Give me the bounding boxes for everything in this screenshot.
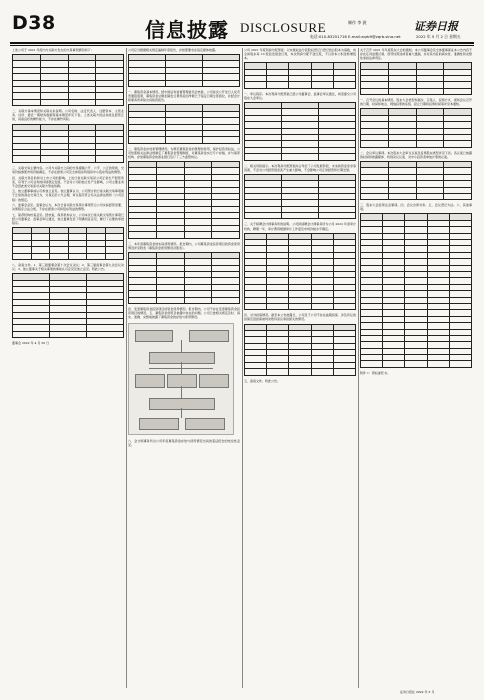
table-cell (96, 99, 124, 105)
table-cell (13, 253, 32, 259)
table-cell (405, 361, 427, 367)
article-paragraph: 一、募集资金基本情况。经中国证券监督管理委员会核准，公司首次公开发行人民币普通股股票，募集资金总额扣除发行费用后的净额已于指定日期全部到位，并经会计师事务所审验出具验资报告。 (128, 90, 240, 103)
disclosure-table (128, 161, 240, 239)
column-1 (12, 48, 124, 688)
table-cell (267, 82, 289, 88)
diagram-box (149, 352, 215, 364)
table-row (13, 99, 124, 105)
table-cell (156, 297, 184, 303)
table-cell (87, 331, 124, 337)
table-cell (361, 361, 383, 367)
table-cell (13, 331, 50, 337)
diagram-box (199, 374, 229, 388)
article-paragraph: 二、会议审议事项。本次股东大会审议议案及投票股东类型详见下表。各议案已披露的时间和披露媒体、特别决议议案、对中小投资者单独计票的议案。 (360, 150, 472, 159)
table-cell (68, 156, 96, 162)
header-rule-thin (10, 45, 474, 46)
diagram-box (167, 374, 197, 388)
table-cell (427, 361, 449, 367)
table-cell (129, 137, 166, 143)
table-cell (444, 88, 472, 94)
diagram-connector (181, 386, 182, 398)
table-cell (282, 213, 319, 219)
diagram-connector (181, 340, 182, 352)
table-cell (68, 253, 87, 259)
table-cell (289, 303, 311, 309)
table-cell (129, 80, 166, 86)
table-cell (184, 297, 212, 303)
column-3 (244, 48, 356, 688)
article-paragraph: 四、变更募集资金投资项目的资金使用情况。报告期内，公司不存在变更募集资金投资项目的情况。五、募集资金使用及披露中存在的问题。公司已按相关规定及时、真实、准确、完整地披露了募集资金的存放与使用情况。 (128, 306, 240, 320)
diagram-box (135, 374, 165, 388)
table-row (13, 331, 124, 337)
table-cell (311, 303, 333, 309)
table-cell (245, 82, 267, 88)
table-row (129, 232, 240, 238)
table-row (361, 361, 472, 367)
table-cell (212, 232, 240, 238)
article-paragraph: 二、募集资金存放和管理情况。为规范募集资金的管理和使用，保护投资者权益，公司依照相关法律法规制定了募集资金管理制度，对募集资金实行专户存储，并与保荐机构、存放募集资金的商业银行签订了三方监管协议。 (128, 146, 240, 159)
table-cell (87, 253, 106, 259)
table-row (13, 253, 124, 259)
article-paragraph: 二、相关风险提示。本次利润分配预案综合考虑了公司发展阶段、未来的资金需求等因素，不会对公司经营现金流产生重大影响，不会影响公司正常经营和长期发展。 (244, 163, 356, 172)
article-paragraph: 三、关于续聘会计师事务所的说明。公司拟续聘会计师事务所为公司 2022 年度审计机构，聘期一年，审计费用根据审计工作量及市场价格水平确定。 (244, 222, 356, 231)
article-paragraph: 六、监事会意见。监事会认为，本次日常关联交易预计事项符合公司实际经营需要，决策程序合法合规，不存在损害公司和股东利益的情形。 (12, 203, 124, 212)
table-cell (267, 303, 289, 309)
table-cell (388, 193, 416, 199)
table-cell (13, 156, 41, 162)
table-row (361, 193, 472, 199)
table-cell (96, 156, 124, 162)
disclosure-table (360, 161, 472, 200)
article-paragraph: 六、会计师事务所对公司年度募集资金存放与使用情况出具的鉴证报告的结论性意见。 (128, 439, 240, 448)
section-title: 信息披露 (145, 18, 229, 42)
header-rule (10, 42, 474, 44)
diagram-box (185, 418, 225, 430)
disclosure-table (244, 233, 356, 311)
issue-date: 2022 年 5 月 2 日 星期五 (416, 34, 461, 39)
table-cell (383, 361, 405, 367)
table-cell (40, 99, 68, 105)
section-title-en: DISCLOSURE (240, 20, 327, 35)
disclosure-table (360, 62, 472, 95)
column-divider (126, 48, 127, 688)
table-row (129, 137, 240, 143)
disclosure-table (244, 62, 356, 89)
table-row (245, 154, 356, 160)
table-cell (40, 156, 68, 162)
table-cell (129, 297, 157, 303)
article-paragraph: 四、对外担保情况。截至本公告披露日，公司及子公司不存在逾期担保、涉及诉讼的担保及因担保被判决败诉而应承担损失的情况。 (244, 313, 356, 322)
table-cell (416, 193, 444, 199)
table-cell (333, 82, 355, 88)
disclosure-table (244, 324, 356, 376)
diagram-box (149, 398, 215, 410)
article-paragraph: 一、审议程序。本次利润分配预案已经公司董事会、监事会审议通过，尚需提交公司股东大会审议。 (244, 91, 356, 100)
article-paragraph: 三、本年度募集资金的实际使用情况。报告期内，公司募集资金投资项目的资金使用情况详见附表《募集资金使用情况对照表》。 (128, 241, 240, 250)
column-divider (242, 48, 243, 688)
article-paragraph: 上述公司于 2021 年度内与关联方发生的交易事项情况如下： (12, 48, 94, 52)
article-paragraph: 关于召开 2021 年年度股东大会的通知。本公司董事会及全体董事保证本公告内容不存在任何虚假记载、误导性陈述或者重大遗漏，并对其内容的真实性、准确性和完整性承担法律责任。 (360, 48, 472, 61)
table-cell (245, 154, 282, 160)
table-cell (245, 303, 267, 309)
diagram-connector (181, 408, 182, 418)
table-cell (444, 141, 472, 147)
disclosure-table (12, 124, 124, 163)
disclosure-table (128, 252, 240, 304)
page-number: D38 (12, 12, 56, 34)
disclosure-table (128, 104, 240, 143)
page-header (0, 0, 484, 42)
table-cell (416, 141, 444, 147)
table-cell (105, 253, 124, 259)
article-paragraph: 五、备查文件。特此公告。 (244, 378, 281, 383)
disclosure-table (244, 102, 356, 161)
article-paragraph: 八、备查文件。1、第三届董事会第十次会议决议；2、第三届监事会第九次会议决议；3、独立董事关于相关事项的事前认可意见及独立意见。特此公告。 (12, 263, 124, 272)
page-footer: 证券日报社 2022 年 5 月 (400, 690, 435, 694)
table-cell (333, 369, 355, 375)
table-cell (166, 137, 203, 143)
table-cell (245, 369, 267, 375)
table-cell (13, 99, 41, 105)
article-paragraph: 一、召开会议的基本情况。股东大会类型和届次、召集人、投票方式、现场会议召开的日期、时间和地点、网络投票的系统、起止日期和投票时间等详见本通知。 (360, 98, 472, 107)
table-cell (129, 232, 157, 238)
table-cell (245, 213, 282, 219)
contact-info: 电话:010-83251716 E-mail:zqrb9@zqrb.sina.net (310, 34, 401, 39)
table-cell (68, 99, 96, 105)
disclosure-table (360, 213, 472, 367)
table-row (129, 297, 240, 303)
disclosure-table (12, 273, 124, 338)
article-paragraph: 三、关联交易主要内容。公司与关联方之间的交易遵循公开、公平、公正的原则，交易价格参照市场价格确定，不存在损害公司及全体股东特别是中小股东利益的情形。 (12, 165, 124, 174)
diagram-connector (149, 368, 213, 369)
table-cell (166, 80, 203, 86)
table-cell (282, 154, 319, 160)
article-paragraph: 附件 1：授权委托书。 (360, 370, 390, 375)
article-paragraph: 董事会 2022 年 4 月 30 日 (12, 341, 50, 346)
table-row (361, 141, 472, 147)
table-cell (267, 369, 289, 375)
table-row (361, 88, 472, 94)
article-paragraph: 七、保荐机构核查意见。经核查，保荐机构认为，公司本次日常关联交易预计事项已经公司董事会、监事会审议通过，独立董事发表了明确同意意见，履行了必要的审批程序。 (12, 212, 124, 225)
disclosure-table (128, 54, 240, 87)
diagram-box (189, 330, 229, 342)
diagram-box (135, 330, 173, 342)
table-cell (319, 213, 356, 219)
table-cell (319, 154, 356, 160)
flow-diagram (128, 323, 234, 435)
table-cell (311, 369, 333, 375)
table-cell (333, 303, 355, 309)
table-cell (289, 369, 311, 375)
table-cell (50, 331, 87, 337)
article-paragraph: 三、股东大会投票注意事项。四、会议出席对象。五、会议登记方法。六、其他事项。 (360, 203, 472, 212)
column-2 (128, 48, 240, 688)
table-cell (444, 193, 472, 199)
disclosure-table (244, 174, 356, 220)
disclosure-table (12, 227, 124, 260)
table-cell (289, 82, 311, 88)
article-paragraph: 公司应当根据相关规定编制年度报告，并按照要求在指定媒体披露。 (128, 48, 219, 52)
column-4 (360, 48, 472, 688)
table-cell (361, 193, 389, 199)
table-cell (388, 88, 416, 94)
table-cell (50, 253, 69, 259)
table-row (245, 82, 356, 88)
table-cell (311, 82, 333, 88)
table-cell (156, 232, 184, 238)
article-paragraph: 四、关联交易目的和对上市公司的影响。上述日常关联交易是公司正常生产经营所需，有利于公司业务的持续稳定发展，不会对公司的独立性产生影响，公司主要业务不会因此类交易而对关联方形成依赖。 (12, 175, 124, 188)
table-cell (361, 88, 389, 94)
table-cell (361, 141, 389, 147)
table-cell (184, 232, 212, 238)
column-divider (358, 48, 359, 688)
disclosure-table (12, 54, 124, 106)
table-cell (388, 141, 416, 147)
article-paragraph: 公司 2021 年度利润分配预案：以实施权益分派股权登记日登记的总股本为基数，向全体股东每 10 股派发现金红利，本次利润分配不送红股，不以资本公积金转增股本。 (244, 48, 356, 61)
table-cell (203, 80, 240, 86)
diagram-box (139, 418, 179, 430)
article-paragraph: 五、独立董事事前认可和独立意见。独立董事认为，公司预计的日常关联交易事项属于正常的商业交易行为，交易定价公允合理，审议程序符合有关法律法规和《公司章程》的规定。 (12, 189, 124, 202)
table-cell (212, 297, 240, 303)
editor-credit: 制作 李 波 (348, 20, 367, 25)
disclosure-table (360, 108, 472, 147)
table-row (245, 369, 356, 375)
table-row (129, 80, 240, 86)
table-cell (416, 88, 444, 94)
table-row (245, 303, 356, 309)
article-paragraph: 二、关联方基本情况和关联关系说明。公司名称、法定代表人、注册资本、主营业务、住所、最近一期财务数据等基本情况详见下表。上述关联方依法存续且经营正常，具备良好的履约能力，不存在履约风险。 (12, 109, 124, 122)
table-cell (203, 137, 240, 143)
newspaper-masthead-logo: 证券日报 (414, 20, 458, 33)
table-cell (449, 361, 471, 367)
table-row (13, 156, 124, 162)
table-row (245, 213, 356, 219)
table-cell (31, 253, 50, 259)
